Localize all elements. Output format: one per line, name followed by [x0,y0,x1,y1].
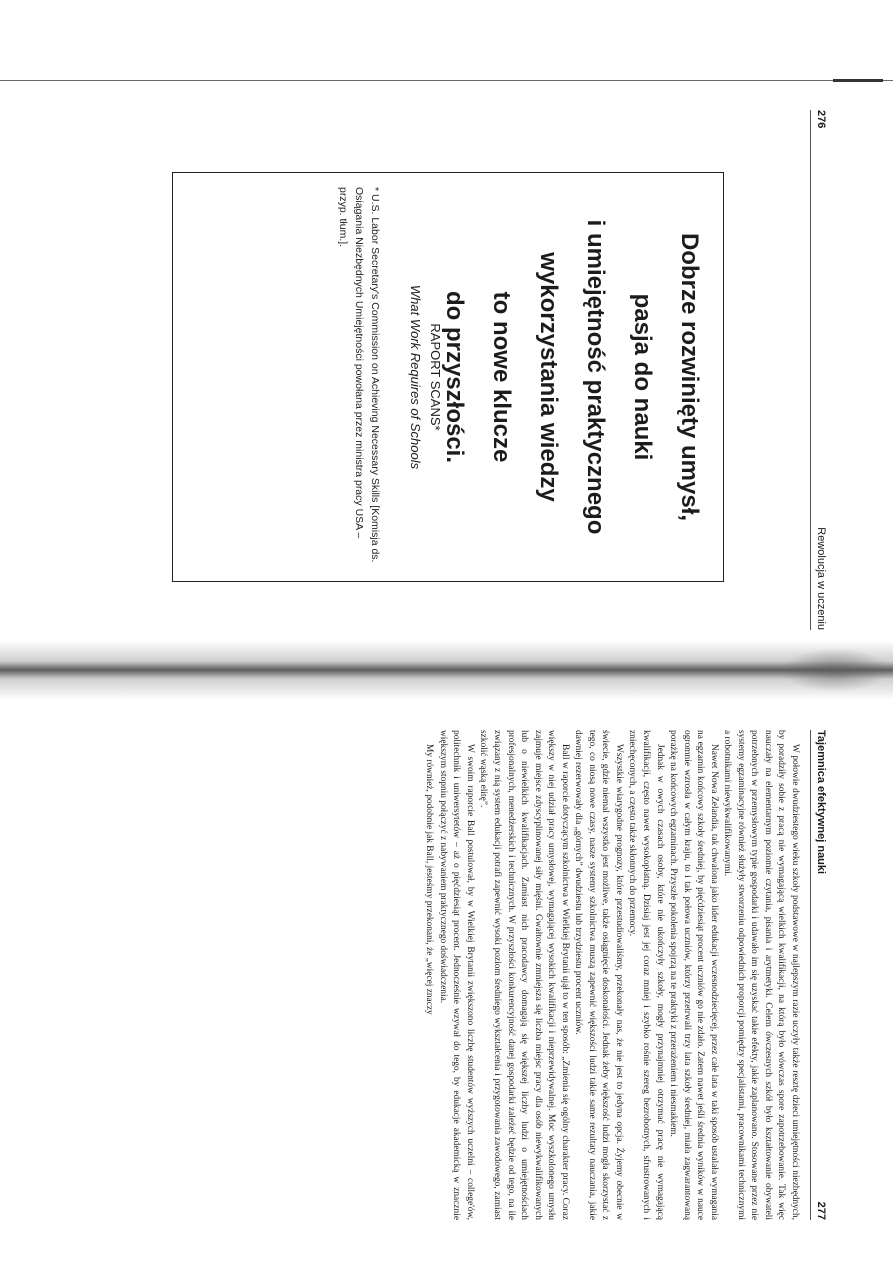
left-running-title: Rewolucja w uczeniu [815,527,827,630]
right-running-title: Tajemnica efektywnej nauki [815,730,827,875]
report-subtitle: What Work Requires of Schools [408,284,423,470]
epigraph-frame [172,172,724,582]
right-page [0,730,893,1220]
paragraph: W swoim raporcie Ball postulował, by w Wielkiej Brytanii zwiększono liczbę studentów wyższych uczelni – college'ów, politechnik i uniwersytetów – aż o pięćdziesiąt procent. Jednocześnie wzywał do tego, by edukacje akademicką w znacznie większym stopniu połączyć z nabywaniem praktycznego doświadczenia. [437,730,475,1220]
chapter-title-line: wykorzystania wiedzy [535,252,562,502]
left-page [0,110,893,630]
footnote: * U.S. Labor Secretary's Commission on Achieving Necessary Skills [Komisja ds. Osiągania Niezbędnych Umiejętności powołana przez ministra pracy USA – przyp. tłum.]. [337,187,381,563]
report-attribution [405,173,445,581]
left-running-head [810,110,829,630]
body-text [422,730,801,1220]
paragraph: Wszystkie wiarygodne prognozy, które przestudiowaliśmy, przekonały nas, że nie jest to jedyna opcja. Żyjemy obecnie w świecie, gdzie niemal wszystko jest możliwe, także osiągnięcie doskonałości. Jednak żeby większość ludzi mogła skorzystać z tego, co niosą nowe czasy, nasze systemy szkolnictwa muszą zapewnić większości ludzi takie same rezultaty nauczania, jakie dawniej rezerwowały dla „górnych” dwudziestu lub trzydziestu procent uczniów. [573,730,624,1220]
chapter-title-line: pasja do nauki [629,293,656,461]
paragraph: Ball w raporcie dotyczącym szkolnictwa w Wielkiej Brytanii ujął to w ten sposób: „Zmienia się ogólny charakter pracy. Coraz większy w niej udział pracy umysłowej, wymagającej wysokich kwalifikacji i nieprzewidywalnej. Moc wyszkolonego umysłu zajmuje miejsce zdyscyplinowanej siły mięśni. Gwałtownie zmniejsza się liczba miejsc pracy dla osób niewykwalifikowanych lub o niewielkich kwalifikacjach. Zamiast nich pracodawcy domagają się większej liczby ludzi o umiejętnościach profesjonalnych, menedżerskich i technicznych. W przyszłości konkurencyjność danej gospodarki zależeć będzie od tego, na ile związany z nią system edukacji potrafi zapewnić wysoki poziom średniego wykształcenia i przygotowania zawodowego, zamiast szkolić wąską elitę”. [478,730,570,1220]
chapter-title-line: to nowe klucze [488,291,515,463]
paragraph: Jednak w owych czasach osoby, które nie ukończyły szkoły, mogły przynajmniej otrzymać pracę nie wymagającą kwalifikacji, często nawet wysokopłatną. Dzisiaj jest jej coraz mniej i szybko rośnie szereg bezrobotnych, sfrustrowanych i zniechęconych, a często także skłonnych do przemocy. [627,730,665,1220]
chapter-title [431,197,713,557]
chapter-title-line: i umiejętność praktycznego [582,219,609,535]
right-page-number: 277 [815,1201,827,1220]
paragraph: W połowie dwudziestego wieku szkoły podstawowe w najlepszym razie uczyły także resztę dzieci umiejętności niezbędnych, by poradziły sobie z pracą nie wymagającą wielkich kwalifikacji, na którą było wówczas spore zapotrzebowanie. Tak więc nauczały na elementarnym poziomie czytania, pisania i arytmetyki. Celem ówczesnych szkół było kształtowanie obywateli potrzebnych w przemysłowym typie gospodarki i udawało im się uzyskać takie efekty, jakie zaplanowano. Stosowane przez nie systemy egzaminacyjne również służyły stworzeniu odpowiednich proporcji pomiędzy specjalistami, pracownikami technicznymi a robotnikami niewykwalifikowanymi. [722,730,800,1220]
left-page-number: 276 [815,110,827,129]
paragraph: My również, podobnie jak Ball, jesteśmy przekonani, że „więcej znaczy [424,744,435,1015]
chapter-title-line: do przyszłości. [441,290,468,464]
paragraph: Nawet Nowa Zelandia, tak chwalona jako lider edukacji wczesnodziecięcej, przez całe lata w taki sposób ustalała wymagania na egzamin końcowy szkoły średniej, by pięćdziesiąt procent uczniów go nie zdało. Zatem nawet jeśli średnia wyników w nauce ogromnie wzrosła w całym kraju, to i tak połowa uczniów, którzy przetrwali trzy lata szkoły średniej, miała zagwarantowaną porażkę na końcowych egzaminach. Przyszłe pokolenia spojrzą na te praktyki z przerażeniem i niesmakiem. [668,730,719,1220]
report-label: RAPORT SCANS* [428,323,443,431]
chapter-title-line: Dobrze rozwinięty umysł, [676,232,703,522]
right-running-head [810,730,829,1220]
